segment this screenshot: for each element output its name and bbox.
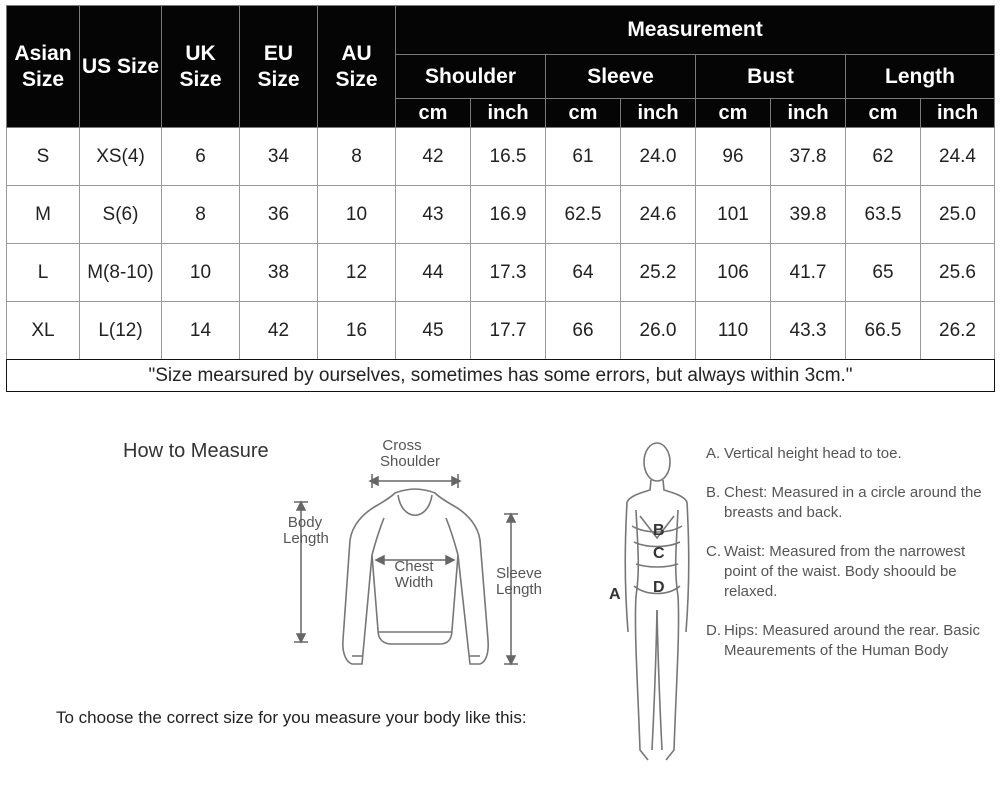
table-cell: S(6) bbox=[80, 186, 162, 244]
table-cell: 25.2 bbox=[621, 244, 696, 302]
header-shoulder: Shoulder bbox=[396, 55, 546, 99]
header-unit-inch: inch bbox=[621, 99, 696, 128]
header-bust: Bust bbox=[696, 55, 846, 99]
sleeve-length-label: Sleeve Length bbox=[496, 565, 542, 598]
guide-title: How to Measure bbox=[123, 440, 269, 462]
table-cell: M(8-10) bbox=[80, 244, 162, 302]
table-cell: 24.6 bbox=[621, 186, 696, 244]
measure-guide bbox=[0, 410, 1000, 785]
table-cell: S bbox=[7, 128, 80, 186]
table-row bbox=[7, 128, 995, 186]
table-cell: 42 bbox=[396, 128, 471, 186]
header-unit-inch: inch bbox=[471, 99, 546, 128]
table-cell: 37.8 bbox=[771, 128, 846, 186]
table-cell: 41.7 bbox=[771, 244, 846, 302]
table-cell: L bbox=[7, 244, 80, 302]
measure-steps bbox=[706, 444, 996, 680]
table-cell: 10 bbox=[318, 186, 396, 244]
table-cell: 66 bbox=[546, 302, 621, 360]
table-cell: 10 bbox=[162, 244, 240, 302]
table-cell: 96 bbox=[696, 128, 771, 186]
table-cell: 45 bbox=[396, 302, 471, 360]
table-cell: M bbox=[7, 186, 80, 244]
table-cell: 6 bbox=[162, 128, 240, 186]
figure-letter-d: D bbox=[653, 579, 665, 596]
step-c: C. Waist: Measured from the narrowest point of the waist. Body shoould be relaxed. bbox=[706, 543, 966, 600]
header-measurement: Measurement bbox=[396, 6, 995, 55]
size-chart-table bbox=[6, 5, 995, 392]
table-cell: 25.6 bbox=[921, 244, 995, 302]
table-cell: 34 bbox=[240, 128, 318, 186]
table-cell: 16 bbox=[318, 302, 396, 360]
header-eu-size: EU Size bbox=[240, 6, 318, 128]
human-body-icon bbox=[625, 443, 689, 760]
table-cell: 63.5 bbox=[846, 186, 921, 244]
figure-letter-c: C bbox=[653, 545, 665, 562]
header-au-size: AU Size bbox=[318, 6, 396, 128]
table-row bbox=[7, 302, 995, 360]
table-row bbox=[7, 186, 995, 244]
header-unit-cm: cm bbox=[546, 99, 621, 128]
step-b: B. Chest: Measured in a circle around the breasts and back. bbox=[706, 484, 982, 521]
table-cell: 36 bbox=[240, 186, 318, 244]
table-cell: 39.8 bbox=[771, 186, 846, 244]
measurement-note: "Size mearsured by ourselves, sometimes has some errors, but always within 3cm." bbox=[7, 360, 995, 392]
header-us-size: US Size bbox=[80, 6, 162, 128]
table-cell: 26.0 bbox=[621, 302, 696, 360]
table-cell: 8 bbox=[318, 128, 396, 186]
table-cell: 38 bbox=[240, 244, 318, 302]
table-cell: 62.5 bbox=[546, 186, 621, 244]
table-cell: 65 bbox=[846, 244, 921, 302]
table-cell: 66.5 bbox=[846, 302, 921, 360]
header-unit-inch: inch bbox=[921, 99, 995, 128]
table-cell: 17.7 bbox=[471, 302, 546, 360]
body-length-label: Body Length bbox=[283, 514, 329, 547]
table-cell: 8 bbox=[162, 186, 240, 244]
table-row bbox=[7, 244, 995, 302]
table-cell: L(12) bbox=[80, 302, 162, 360]
table-cell: XS(4) bbox=[80, 128, 162, 186]
table-cell: 24.4 bbox=[921, 128, 995, 186]
header-asian-size: Asian Size bbox=[7, 6, 80, 128]
header-unit-cm: cm bbox=[396, 99, 471, 128]
table-cell: 42 bbox=[240, 302, 318, 360]
table-cell: 43 bbox=[396, 186, 471, 244]
header-length: Length bbox=[846, 55, 995, 99]
table-cell: 110 bbox=[696, 302, 771, 360]
step-a: A. Vertical height head to toe. bbox=[706, 445, 902, 462]
figure-letter-b: B bbox=[653, 522, 665, 539]
table-cell: 25.0 bbox=[921, 186, 995, 244]
table-cell: 12 bbox=[318, 244, 396, 302]
table-cell: 101 bbox=[696, 186, 771, 244]
cross-shoulder-label: Cross Shoulder bbox=[380, 437, 441, 470]
table-cell: 64 bbox=[546, 244, 621, 302]
table-cell: 16.5 bbox=[471, 128, 546, 186]
table-cell: 26.2 bbox=[921, 302, 995, 360]
header-sleeve: Sleeve bbox=[546, 55, 696, 99]
header-unit-inch: inch bbox=[771, 99, 846, 128]
table-cell: 43.3 bbox=[771, 302, 846, 360]
guide-instruction: To choose the correct size for you measure your body like this: bbox=[56, 708, 527, 727]
figure-letter-a: A bbox=[609, 586, 621, 603]
table-cell: 44 bbox=[396, 244, 471, 302]
chest-width-label: Chest Width bbox=[394, 558, 434, 591]
table-cell: 24.0 bbox=[621, 128, 696, 186]
table-cell: 17.3 bbox=[471, 244, 546, 302]
table-cell: 16.9 bbox=[471, 186, 546, 244]
table-cell: 62 bbox=[846, 128, 921, 186]
table-cell: XL bbox=[7, 302, 80, 360]
header-uk-size: UK Size bbox=[162, 6, 240, 128]
table-cell: 14 bbox=[162, 302, 240, 360]
header-unit-cm: cm bbox=[846, 99, 921, 128]
table-cell: 106 bbox=[696, 244, 771, 302]
table-cell: 61 bbox=[546, 128, 621, 186]
step-d: D. Hips: Measured around the rear. Basic Meaurements of the Human Body bbox=[706, 622, 980, 659]
header-unit-cm: cm bbox=[696, 99, 771, 128]
